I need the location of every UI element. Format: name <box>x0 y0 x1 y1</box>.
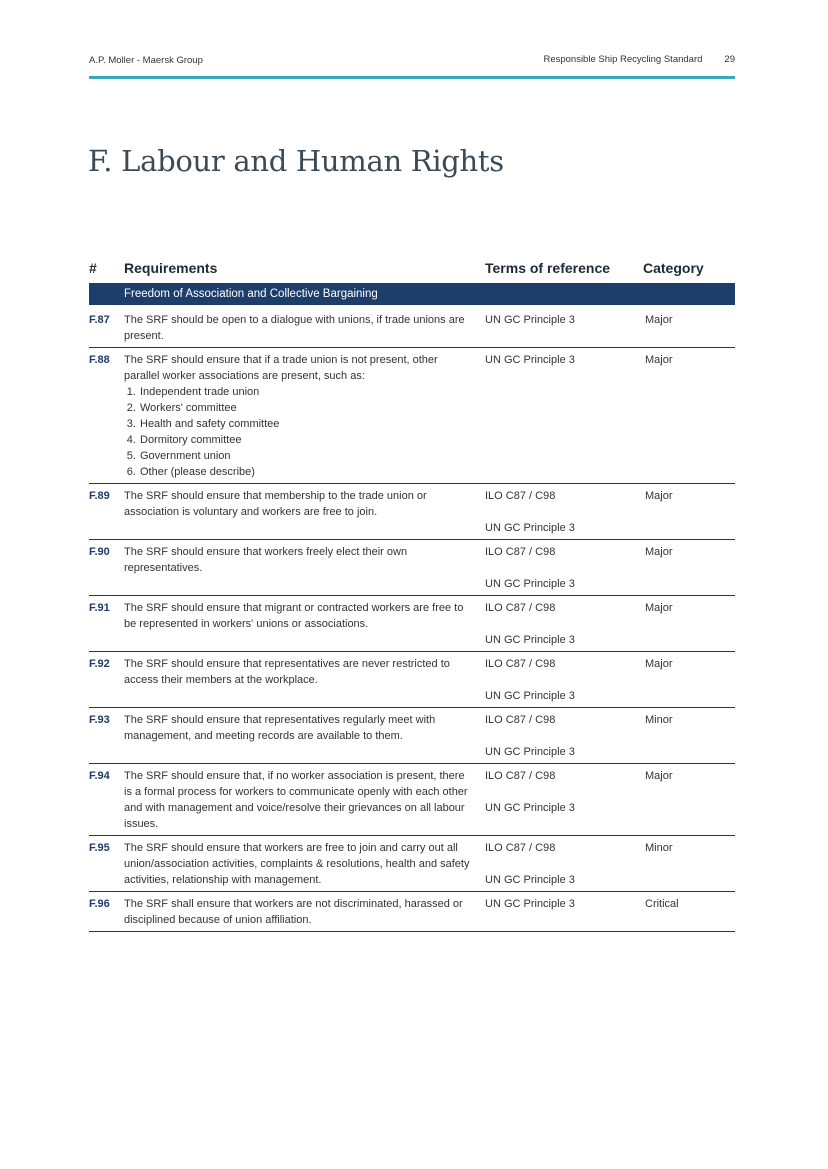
requirement-id: F.88 <box>89 354 110 366</box>
requirement-id: F.91 <box>89 602 110 614</box>
reference-text: UN GC Principle 3 <box>485 634 575 646</box>
reference-text: ILO C87 / C98 <box>485 770 556 782</box>
category-value: Major <box>645 314 673 326</box>
reference-text: ILO C87 / C98 <box>485 658 556 670</box>
requirement-text: The SRF should ensure that representatives regularly meet with management, and meeting records are available to them. <box>124 714 436 742</box>
column-header-terms: Terms of reference <box>485 260 611 276</box>
list-item: 6. Other (please describe) <box>139 464 474 480</box>
reference-text: UN GC Principle 3 <box>485 898 575 910</box>
page-number: 29 <box>724 54 735 65</box>
reference-text: ILO C87 / C98 <box>485 842 556 854</box>
column-header-category: Category <box>643 260 704 276</box>
reference-text: UN GC Principle 3 <box>485 874 575 886</box>
terms-of-reference-cell <box>485 352 635 368</box>
table-row <box>89 712 735 764</box>
running-header-document <box>543 54 735 65</box>
requirement-cell <box>124 656 474 688</box>
terms-of-reference-cell <box>485 312 635 328</box>
requirement-id: F.94 <box>89 770 110 782</box>
requirement-cell <box>124 712 474 744</box>
terms-of-reference-cell <box>485 600 635 648</box>
requirement-text: The SRF should ensure that migrant or contracted workers are free to be represented in workers' unions or associations. <box>124 602 464 630</box>
table-row <box>89 656 735 708</box>
terms-of-reference-cell <box>485 896 635 912</box>
reference-text: ILO C87 / C98 <box>485 490 556 502</box>
terms-of-reference-cell <box>485 840 635 888</box>
list-item: 2. Workers' committee <box>139 400 474 416</box>
table-row <box>89 840 735 892</box>
table-row <box>89 896 735 932</box>
table-row <box>89 312 735 348</box>
list-item: 3. Health and safety committee <box>139 416 474 432</box>
table-row <box>89 544 735 596</box>
requirement-text: The SRF should ensure that workers freely elect their own representatives. <box>124 546 408 574</box>
category-value: Major <box>645 658 673 670</box>
requirement-text: The SRF should ensure that membership to the trade union or association is voluntary and workers are free to join. <box>124 490 427 518</box>
requirement-id: F.89 <box>89 490 110 502</box>
terms-of-reference-cell <box>485 656 635 704</box>
running-header-title: Responsible Ship Recycling Standard <box>543 54 703 65</box>
requirement-text: The SRF should ensure that workers are free to join and carry out all union/association activities, complaints & resolutions, health and safety activities, relationship with management. <box>124 842 470 886</box>
reference-text: UN GC Principle 3 <box>485 746 575 758</box>
reference-text: ILO C87 / C98 <box>485 714 556 726</box>
table-row <box>89 488 735 540</box>
requirement-cell <box>124 840 474 888</box>
category-value: Critical <box>645 898 679 910</box>
requirement-id: F.96 <box>89 898 110 910</box>
category-value: Major <box>645 602 673 614</box>
requirement-cell <box>124 768 474 832</box>
column-header-number: # <box>89 260 97 276</box>
requirement-cell <box>124 312 474 344</box>
requirement-cell <box>124 544 474 576</box>
reference-text: ILO C87 / C98 <box>485 546 556 558</box>
category-value: Major <box>645 354 673 366</box>
reference-text: UN GC Principle 3 <box>485 354 575 366</box>
list-item: 4. Dormitory committee <box>139 432 474 448</box>
reference-text: UN GC Principle 3 <box>485 802 575 814</box>
requirement-id: F.95 <box>89 842 110 854</box>
table-row <box>89 768 735 836</box>
header-rule <box>89 76 735 79</box>
requirement-cell <box>124 600 474 632</box>
terms-of-reference-cell <box>485 712 635 760</box>
reference-text: UN GC Principle 3 <box>485 314 575 326</box>
requirement-text: The SRF should ensure that representatives are never restricted to access their members at the workplace. <box>124 658 450 686</box>
table-row <box>89 352 735 484</box>
category-value: Major <box>645 546 673 558</box>
reference-text: UN GC Principle 3 <box>485 578 575 590</box>
reference-text: ILO C87 / C98 <box>485 602 556 614</box>
category-value: Major <box>645 490 673 502</box>
requirement-id: F.90 <box>89 546 110 558</box>
list-item: 5. Government union <box>139 448 474 464</box>
terms-of-reference-cell <box>485 768 635 816</box>
requirement-id: F.93 <box>89 714 110 726</box>
table-row <box>89 600 735 652</box>
requirement-cell <box>124 352 474 480</box>
requirement-text: The SRF should ensure that if a trade union is not present, other parallel worker associations are present, such as: <box>124 354 438 382</box>
terms-of-reference-cell <box>485 544 635 592</box>
association-type-list <box>124 384 474 480</box>
requirement-text: The SRF shall ensure that workers are not discriminated, harassed or disciplined because of union affiliation. <box>124 898 463 926</box>
reference-text: UN GC Principle 3 <box>485 522 575 534</box>
reference-text: UN GC Principle 3 <box>485 690 575 702</box>
section-band: Freedom of Association and Collective Bargaining <box>89 283 735 305</box>
column-header-requirements: Requirements <box>124 260 218 276</box>
requirement-id: F.87 <box>89 314 110 326</box>
requirement-cell <box>124 488 474 520</box>
category-value: Minor <box>645 714 673 726</box>
requirement-cell <box>124 896 474 928</box>
requirement-id: F.92 <box>89 658 110 670</box>
requirement-text: The SRF should be open to a dialogue with unions, if trade unions are present. <box>124 314 465 342</box>
terms-of-reference-cell <box>485 488 635 536</box>
category-value: Minor <box>645 842 673 854</box>
requirement-text: The SRF should ensure that, if no worker association is present, there is a formal process for workers to communicate openly with each other and with management and voice/resolve their grievances on all labour issues. <box>124 770 468 830</box>
section-title: F. Labour and Human Rights <box>88 144 504 178</box>
list-item: 1. Independent trade union <box>139 384 474 400</box>
category-value: Major <box>645 770 673 782</box>
running-header-company: A.P. Moller - Maersk Group <box>89 55 203 66</box>
